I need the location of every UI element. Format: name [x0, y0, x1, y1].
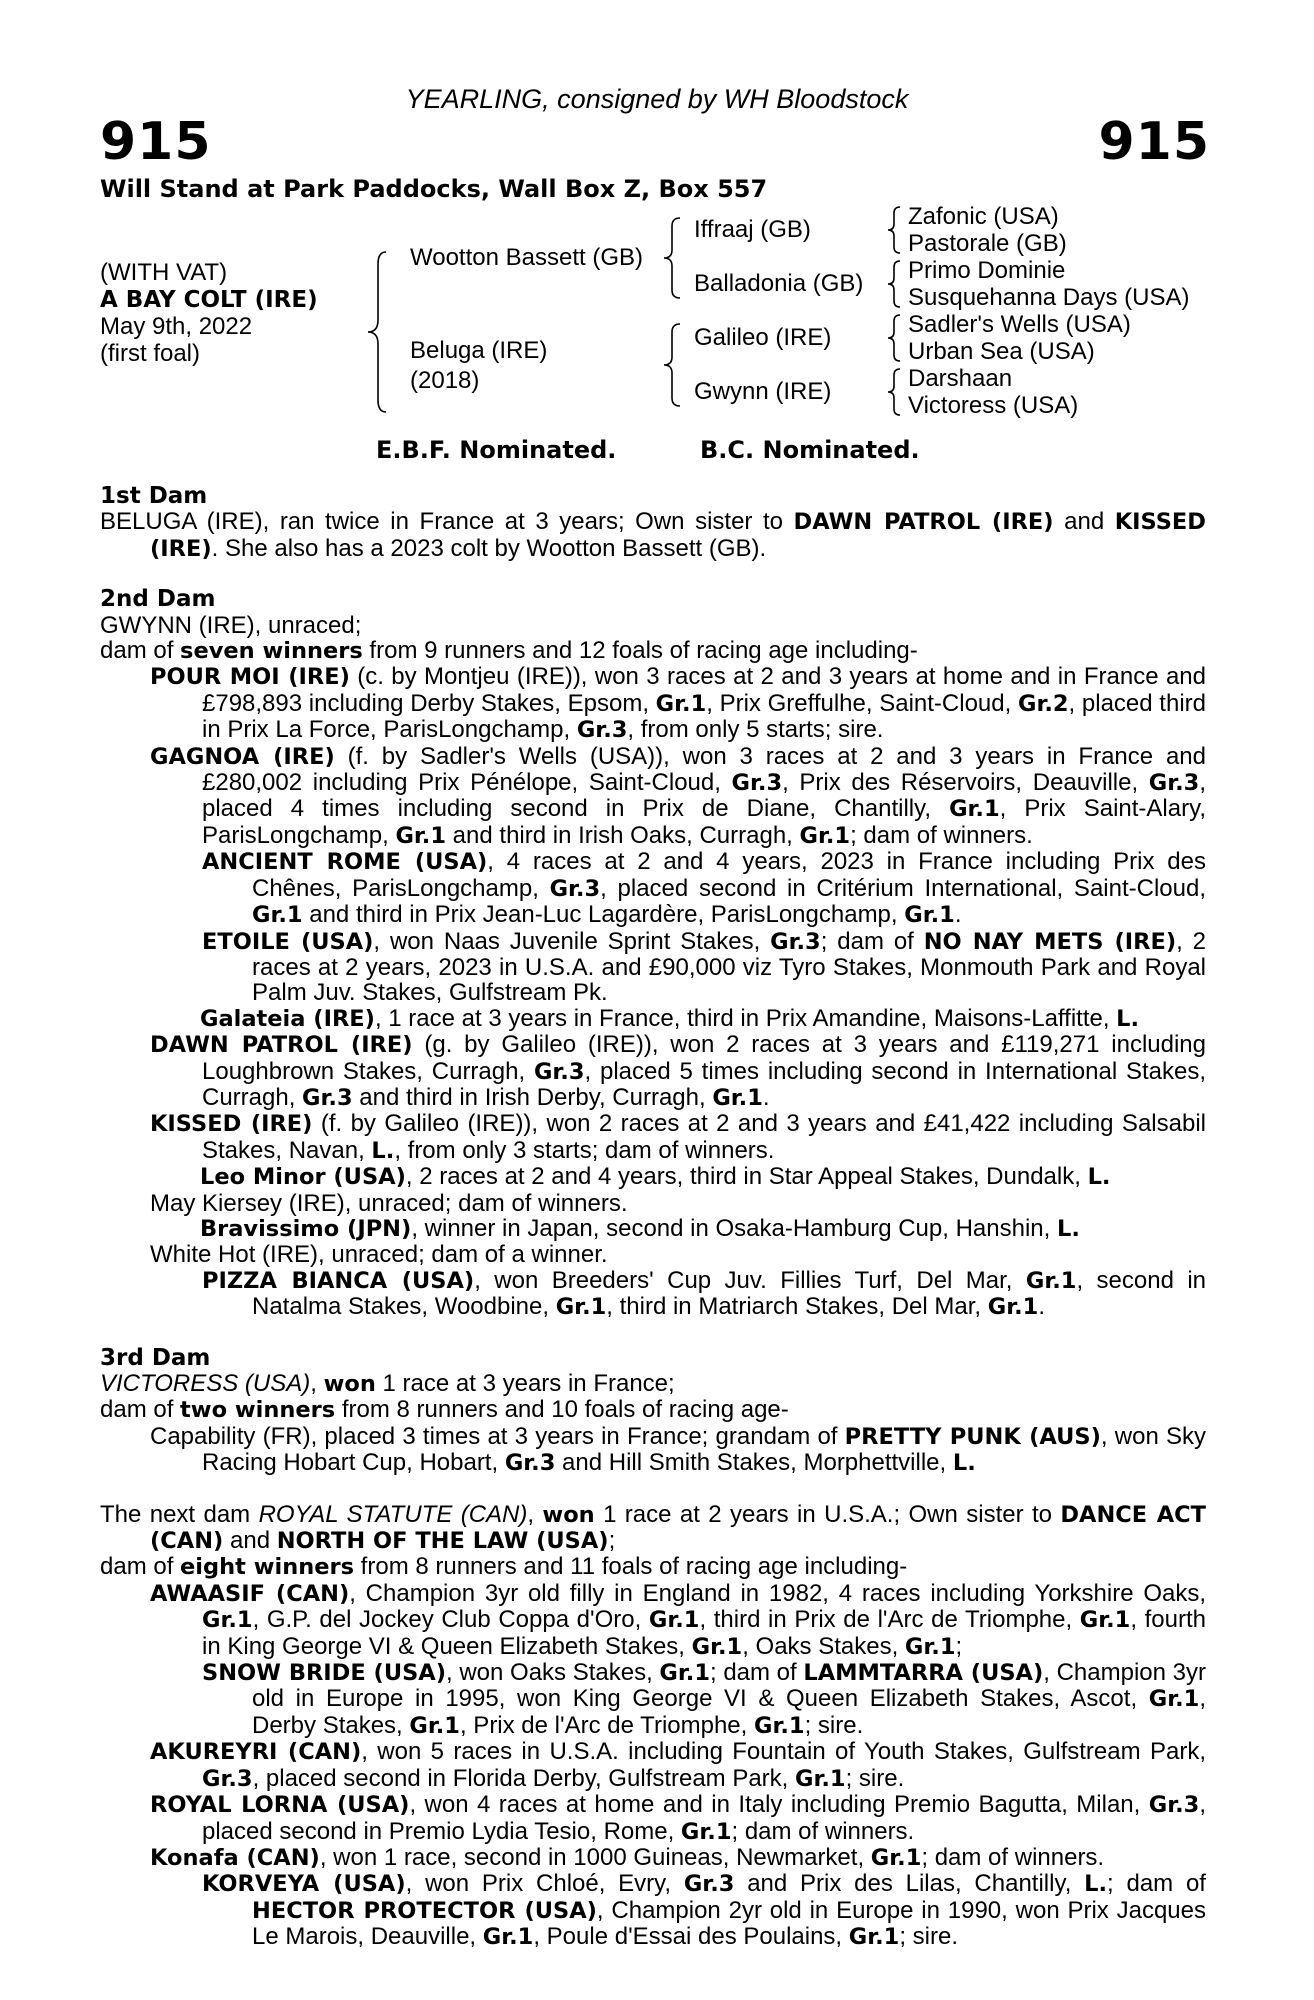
- text-run: ; sire.: [804, 1711, 864, 1739]
- bold-run: won: [323, 1371, 376, 1397]
- text-run: , won 1 race, second in 1000 Guineas, Newmarket,: [319, 1843, 871, 1871]
- bold-run: Gr.1: [1148, 1686, 1200, 1713]
- bold-run: L.: [1116, 1005, 1140, 1032]
- text-run: ;: [608, 1527, 616, 1555]
- text-run: , placed 4 times including second in Prix de Diane, Chantilly,: [202, 769, 1207, 823]
- bold-run: PIZZA BIANCA (USA): [202, 1267, 475, 1294]
- text-run: .: [1038, 1293, 1045, 1321]
- dam-paragraph: [100, 613, 1206, 638]
- text-run: 1 race at 3 years in France;: [375, 1370, 675, 1397]
- text-run: Capability (FR), placed 3 times at 3 years in France; grandam of: [150, 1422, 845, 1450]
- progeny-entry: [150, 1422, 1206, 1477]
- progeny-entry: [150, 742, 1207, 850]
- bold-run: DANCE ACT (CAN): [150, 1501, 1206, 1555]
- bold-run: AWAASIF (CAN): [150, 1580, 350, 1607]
- bold-run: Gr.1: [1025, 1267, 1077, 1294]
- text-run: , placed 5 times including second in International Stakes, Curragh,: [202, 1057, 1206, 1111]
- bold-run: Konafa (CAN): [150, 1844, 320, 1871]
- text-run: ; dam of: [820, 927, 924, 955]
- text-run: , G.P. del Jockey Club Coppa d'Oro,: [252, 1606, 649, 1634]
- bold-run: L.: [1084, 1871, 1108, 1898]
- italic-run: ROYAL STATUTE (CAN): [258, 1500, 528, 1528]
- bold-run: Gr.3: [202, 1765, 253, 1792]
- bold-run: Bravissimo (JPN): [200, 1215, 412, 1242]
- text-run: , Prix de l'Arc de Triomphe,: [459, 1711, 754, 1739]
- text-run: , Oaks Stakes,: [742, 1632, 905, 1660]
- text-run: (f. by Sadler's Wells (USA)), won 3 races at 2 and 3 years in France and £280,002 including Prix Pénélope, Saint-Cloud,: [202, 742, 1206, 797]
- bold-run: GAGNOA (IRE): [150, 743, 335, 770]
- bold-run: Gr.3: [533, 1058, 585, 1085]
- great-grandparent-5: Sadler's Wells (USA): [908, 311, 1131, 338]
- bold-run: L.: [1056, 1215, 1080, 1242]
- next-dam-paragraph: [100, 1500, 1206, 1555]
- dam-year: (2018): [410, 367, 480, 394]
- pedigree-brace-dam: [660, 322, 686, 408]
- text-run: , placed third in Prix La Force, ParisLongchamp,: [202, 689, 1206, 744]
- lot-number-left: 915: [100, 112, 212, 172]
- text-run: , won Breeders' Cup Juv. Fillies Turf, Del Mar,: [474, 1266, 1026, 1294]
- text-run: ; dam of winners.: [731, 1817, 915, 1845]
- text-run: , second in Natalma Stakes, Woodbine,: [252, 1266, 1207, 1321]
- bold-run: L.: [371, 1137, 395, 1164]
- text-run: and third in Prix Jean-Luc Lagardère, ParisLongchamp,: [302, 901, 905, 929]
- stand-location: Will Stand at Park Paddocks, Wall Box Z, Box 557: [100, 175, 768, 203]
- bold-run: Gr.1: [949, 796, 1000, 823]
- text-run: , won Sky Racing Hobart Cup, Hobart,: [202, 1422, 1206, 1477]
- bold-run: Gr.1: [799, 822, 851, 849]
- text-run: ; sire.: [845, 1764, 905, 1792]
- text-run: , Derby Stakes,: [252, 1685, 1206, 1739]
- bold-run: Gr.1: [848, 1924, 900, 1951]
- bold-run: SNOW BRIDE (USA): [202, 1660, 446, 1687]
- bold-run: ETOILE (USA): [202, 928, 374, 955]
- progeny-entry: [150, 1031, 1206, 1111]
- bold-run: Gr.1: [904, 1633, 956, 1660]
- bold-run: Gr.2: [1017, 690, 1069, 717]
- text-run: , won 5 races in U.S.A. including Fountain of Youth Stakes, Gulfstream Park,: [361, 1738, 1206, 1766]
- great-grandparent-1: Zafonic (USA): [908, 203, 1059, 230]
- text-run: ; dam of winners.: [921, 1843, 1105, 1871]
- text-run: , 1 race at 3 years in France, third in Prix Amandine, Maisons-Laffitte,: [374, 1004, 1117, 1032]
- text-run: , Champion 3yr old in Europe in 1995, won King George VI & Queen Elizabeth Stakes, Ascot,: [252, 1659, 1207, 1713]
- text-run: and Prix des Lilas, Chantilly,: [734, 1870, 1085, 1898]
- text-run: and Hill Smith Stakes, Morphettville,: [555, 1449, 953, 1477]
- text-run: , Prix Saint-Alary, ParisLongchamp,: [202, 795, 1206, 849]
- text-run: dam of: [100, 637, 181, 665]
- pedigree-brace-g1: [884, 205, 904, 255]
- text-run: , Champion 3yr old filly in England in 1982, 4 races including Yorkshire Oaks,: [349, 1579, 1206, 1607]
- progeny-entry: [150, 1791, 1206, 1845]
- first-foal-note: (first foal): [100, 340, 201, 367]
- text-run: ; dam of winners.: [850, 821, 1033, 849]
- pedigree-brace-sire: [660, 216, 686, 300]
- great-grandparent-4: Susquehanna Days (USA): [908, 284, 1190, 311]
- bold-run: Leo Minor (USA): [200, 1164, 406, 1191]
- dam-name: Beluga (IRE): [410, 337, 548, 364]
- text-run: , placed second in Premio Lydia Tesio, Rome,: [202, 1791, 1206, 1845]
- progeny-entry: [150, 1241, 1206, 1269]
- lot-number-right: 915: [1098, 112, 1210, 172]
- text-run: BELUGA (IRE), ran twice in France at 3 years; Own sister to: [100, 508, 794, 536]
- progeny-entry: [200, 1163, 1206, 1191]
- dam-sire: Galileo (IRE): [694, 324, 832, 351]
- great-grandparent-3: Primo Dominie: [908, 257, 1066, 284]
- text-run: ,: [527, 1500, 543, 1528]
- bold-run: Gr.3: [549, 875, 601, 902]
- text-run: and third in Irish Oaks, Curragh,: [446, 821, 800, 849]
- text-run: . She also has a 2023 colt by Wootton Bassett (GB).: [211, 534, 767, 562]
- bold-run: DAWN PATROL (IRE): [793, 509, 1054, 536]
- text-run: and: [223, 1527, 277, 1555]
- bc-nominated: B.C. Nominated.: [700, 436, 920, 464]
- text-run: ;: [955, 1632, 963, 1660]
- progeny-entry: [202, 1266, 1207, 1321]
- text-run: White Hot (IRE), unraced; dam of a winner.: [150, 1241, 608, 1269]
- bold-run: L.: [1087, 1164, 1111, 1191]
- bold-run: NO NAY METS (IRE): [923, 928, 1177, 955]
- bold-run: two winners: [180, 1397, 336, 1424]
- bold-run: Gr.1: [655, 690, 707, 717]
- progeny-entry: [200, 1004, 1206, 1032]
- text-run: , won 4 races at home and in Italy including Premio Bagutta, Milan,: [409, 1791, 1149, 1819]
- bold-run: ANCIENT ROME (USA): [202, 849, 488, 876]
- bold-run: NORTH OF THE LAW (USA): [276, 1528, 609, 1555]
- text-run: , Prix des Réservoirs, Deauville,: [782, 769, 1149, 797]
- text-run: May Kiersey (IRE), unraced; dam of winners.: [150, 1189, 628, 1217]
- bold-run: Gr.1: [409, 1712, 460, 1739]
- text-run: , won Naas Juvenile Sprint Stakes,: [373, 927, 771, 955]
- sire-name: Wootton Bassett (GB): [410, 244, 643, 271]
- dam-lines: [100, 484, 1206, 1951]
- bold-run: KISSED (IRE): [150, 1111, 313, 1138]
- italic-run: VICTORESS (USA): [100, 1370, 311, 1397]
- great-grandparent-8: Victoress (USA): [908, 392, 1079, 419]
- bold-run: Gr.1: [680, 1818, 732, 1845]
- bold-run: HECTOR PROTECTOR (USA): [252, 1897, 597, 1924]
- bold-run: Galateia (IRE): [200, 1005, 375, 1032]
- pedigree-brace-g3: [884, 313, 904, 363]
- text-run: and: [1053, 508, 1115, 536]
- text-run: , 2 races at 2 years, 2023 in U.S.A. and £90,000 viz Tyro Stakes, Monmouth Park and Royal Palm Juv. Stakes, Gulfstream Pk.: [252, 927, 1206, 1007]
- progeny-entry: [202, 1659, 1207, 1739]
- bold-run: ROYAL LORNA (USA): [150, 1792, 410, 1819]
- text-run: (g. by Galileo (IRE)), won 2 races at 3 years and £119,271 including Loughbrown Stakes, Curragh,: [202, 1031, 1206, 1085]
- bold-run: Gr.1: [712, 1084, 763, 1111]
- bold-run: seven winners: [180, 638, 363, 665]
- progeny-entry: [150, 1738, 1206, 1792]
- consignment-line: YEARLING, consigned by WH Bloodstock: [405, 84, 909, 114]
- dam-paragraph: [100, 1371, 1206, 1397]
- progeny-entry: [150, 1189, 1206, 1217]
- progeny-entry: [150, 1579, 1206, 1660]
- bold-run: Gr.3: [731, 770, 783, 797]
- bold-run: POUR MOI (IRE): [150, 664, 350, 691]
- bold-run: Gr.1: [648, 1607, 700, 1634]
- text-run: dam of: [100, 1553, 181, 1581]
- text-run: , won Oaks Stakes,: [446, 1659, 660, 1687]
- dam-paragraph: [100, 638, 1206, 664]
- vat-note: (WITH VAT): [100, 259, 228, 286]
- text-run: from 8 runners and 10 foals of racing age-: [335, 1396, 789, 1424]
- great-grandparent-2: Pastorale (GB): [908, 230, 1067, 257]
- text-run: ; sire.: [899, 1923, 959, 1951]
- text-run: ; dam of: [709, 1659, 804, 1687]
- sire-sire: Iffraaj (GB): [694, 216, 811, 243]
- dam-dam: Gwynn (IRE): [694, 378, 832, 405]
- bold-run: Gr.1: [555, 1294, 607, 1321]
- text-run: , 2 races at 2 and 4 years, third in Star Appeal Stakes, Dundalk,: [405, 1163, 1088, 1191]
- text-run: The next dam: [100, 1500, 259, 1528]
- progeny-entry: [150, 1110, 1206, 1164]
- text-run: (f. by Galileo (IRE)), won 2 races at 2 and 3 years and £41,422 including Salsabil Stakes, Navan,: [202, 1110, 1206, 1164]
- text-run: , fourth in King George VI & Queen Elizabeth Stakes,: [202, 1606, 1206, 1660]
- bold-run: KISSED (IRE): [150, 509, 1206, 562]
- bold-run: PRETTY PUNK (AUS): [844, 1423, 1101, 1450]
- text-run: , Champion 2yr old in Europe in 1990, won Prix Jacques Le Marois, Deauville,: [252, 1896, 1207, 1951]
- text-run: , from only 5 starts; sire.: [627, 716, 884, 744]
- dam-paragraph: [100, 508, 1206, 562]
- bold-run: Gr.1: [754, 1712, 805, 1739]
- great-grandparent-7: Darshaan: [908, 365, 1013, 392]
- bold-run: Gr.3: [770, 928, 821, 955]
- bold-run: Gr.1: [252, 902, 303, 929]
- great-grandparent-6: Urban Sea (USA): [908, 338, 1095, 365]
- text-run: and third in Irish Derby, Curragh,: [352, 1083, 713, 1111]
- text-run: , placed second in Critérium International, Saint-Cloud,: [600, 874, 1206, 902]
- bold-run: Gr.1: [1079, 1607, 1131, 1634]
- text-run: , third in Prix de l'Arc de Triomphe,: [699, 1606, 1080, 1634]
- text-run: .: [954, 901, 962, 929]
- dam-paragraph: [100, 1397, 1206, 1423]
- first-dam-heading: 1st Dam: [100, 483, 208, 509]
- progeny-entry: [202, 848, 1206, 929]
- text-run: 1 race at 2 years in U.S.A.; Own sister to: [594, 1500, 1061, 1528]
- pedigree-brace-g2: [884, 259, 904, 309]
- text-run: from 9 runners and 12 foals of racing age including-: [362, 637, 918, 665]
- text-run: , from only 3 starts; dam of winners.: [394, 1136, 775, 1164]
- horse-name: A BAY COLT (IRE): [100, 287, 318, 313]
- dam-paragraph: [100, 1554, 1206, 1580]
- bold-run: Gr.1: [395, 822, 447, 849]
- text-run: ; dam of: [1107, 1870, 1206, 1898]
- bold-run: Gr.1: [795, 1765, 846, 1792]
- bold-run: Gr.1: [691, 1633, 743, 1660]
- pedigree-brace-g4: [884, 367, 904, 417]
- progeny-entry: [150, 663, 1206, 744]
- bold-run: LAMMTARRA (USA): [803, 1660, 1044, 1687]
- bold-run: Gr.3: [504, 1450, 556, 1477]
- text-run: ,: [310, 1370, 324, 1397]
- progeny-entry: [200, 1214, 1206, 1242]
- text-run: GWYNN (IRE), unraced;: [100, 611, 362, 639]
- text-run: , 4 races at 2 and 4 years, 2023 in France including Prix des Chênes, ParisLongchamp,: [252, 848, 1206, 902]
- bold-run: L.: [952, 1450, 976, 1477]
- text-run: , Prix Greffulhe, Saint-Cloud,: [706, 689, 1018, 717]
- second-dam-heading: 2nd Dam: [100, 586, 216, 613]
- text-run: , third in Matriarch Stakes, Del Mar,: [606, 1293, 988, 1321]
- bold-run: eight winners: [180, 1554, 355, 1581]
- bold-run: Gr.3: [302, 1084, 353, 1111]
- text-run: .: [762, 1083, 770, 1111]
- bold-run: Gr.1: [987, 1294, 1039, 1321]
- text-run: , placed second in Florida Derby, Gulfstream Park,: [252, 1764, 796, 1792]
- pedigree-brace-main: [364, 250, 394, 414]
- bold-run: Gr.3: [1148, 770, 1200, 797]
- text-run: , winner in Japan, second in Osaka-Hamburg Cup, Hanshin,: [411, 1214, 1057, 1242]
- sire-dam: Balladonia (GB): [694, 270, 864, 297]
- foaling-date: May 9th, 2022: [100, 313, 253, 340]
- bold-run: Gr.3: [1148, 1792, 1200, 1819]
- bold-run: Gr.1: [659, 1660, 710, 1687]
- text-run: from 8 runners and 11 foals of racing age including-: [354, 1553, 908, 1581]
- bold-run: Gr.1: [870, 1844, 922, 1871]
- progeny-entry: [202, 1870, 1207, 1951]
- bold-run: KORVEYA (USA): [202, 1871, 406, 1898]
- text-run: , Poule d'Essai des Poulains,: [533, 1923, 849, 1951]
- text-run: dam of: [100, 1396, 181, 1424]
- bold-run: Gr.3: [683, 1871, 735, 1898]
- text-run: , won Prix Chloé, Evry,: [405, 1870, 684, 1898]
- bold-run: Gr.1: [904, 902, 955, 929]
- bold-run: AKUREYRI (CAN): [150, 1739, 362, 1766]
- ebf-nominated: E.B.F. Nominated.: [376, 436, 617, 464]
- bold-run: Gr.3: [576, 717, 628, 744]
- bold-run: Gr.1: [482, 1924, 534, 1951]
- progeny-entry: [202, 927, 1206, 1007]
- bold-run: Gr.1: [202, 1607, 253, 1634]
- bold-run: DAWN PATROL (IRE): [150, 1032, 413, 1059]
- third-dam-heading: 3rd Dam: [100, 1344, 211, 1371]
- progeny-entry: [150, 1843, 1206, 1871]
- text-run: (c. by Montjeu (IRE)), won 3 races at 2 and 3 years at home and in France and £798,893 including Derby Stakes, Epsom,: [202, 663, 1206, 717]
- bold-run: won: [542, 1501, 595, 1528]
